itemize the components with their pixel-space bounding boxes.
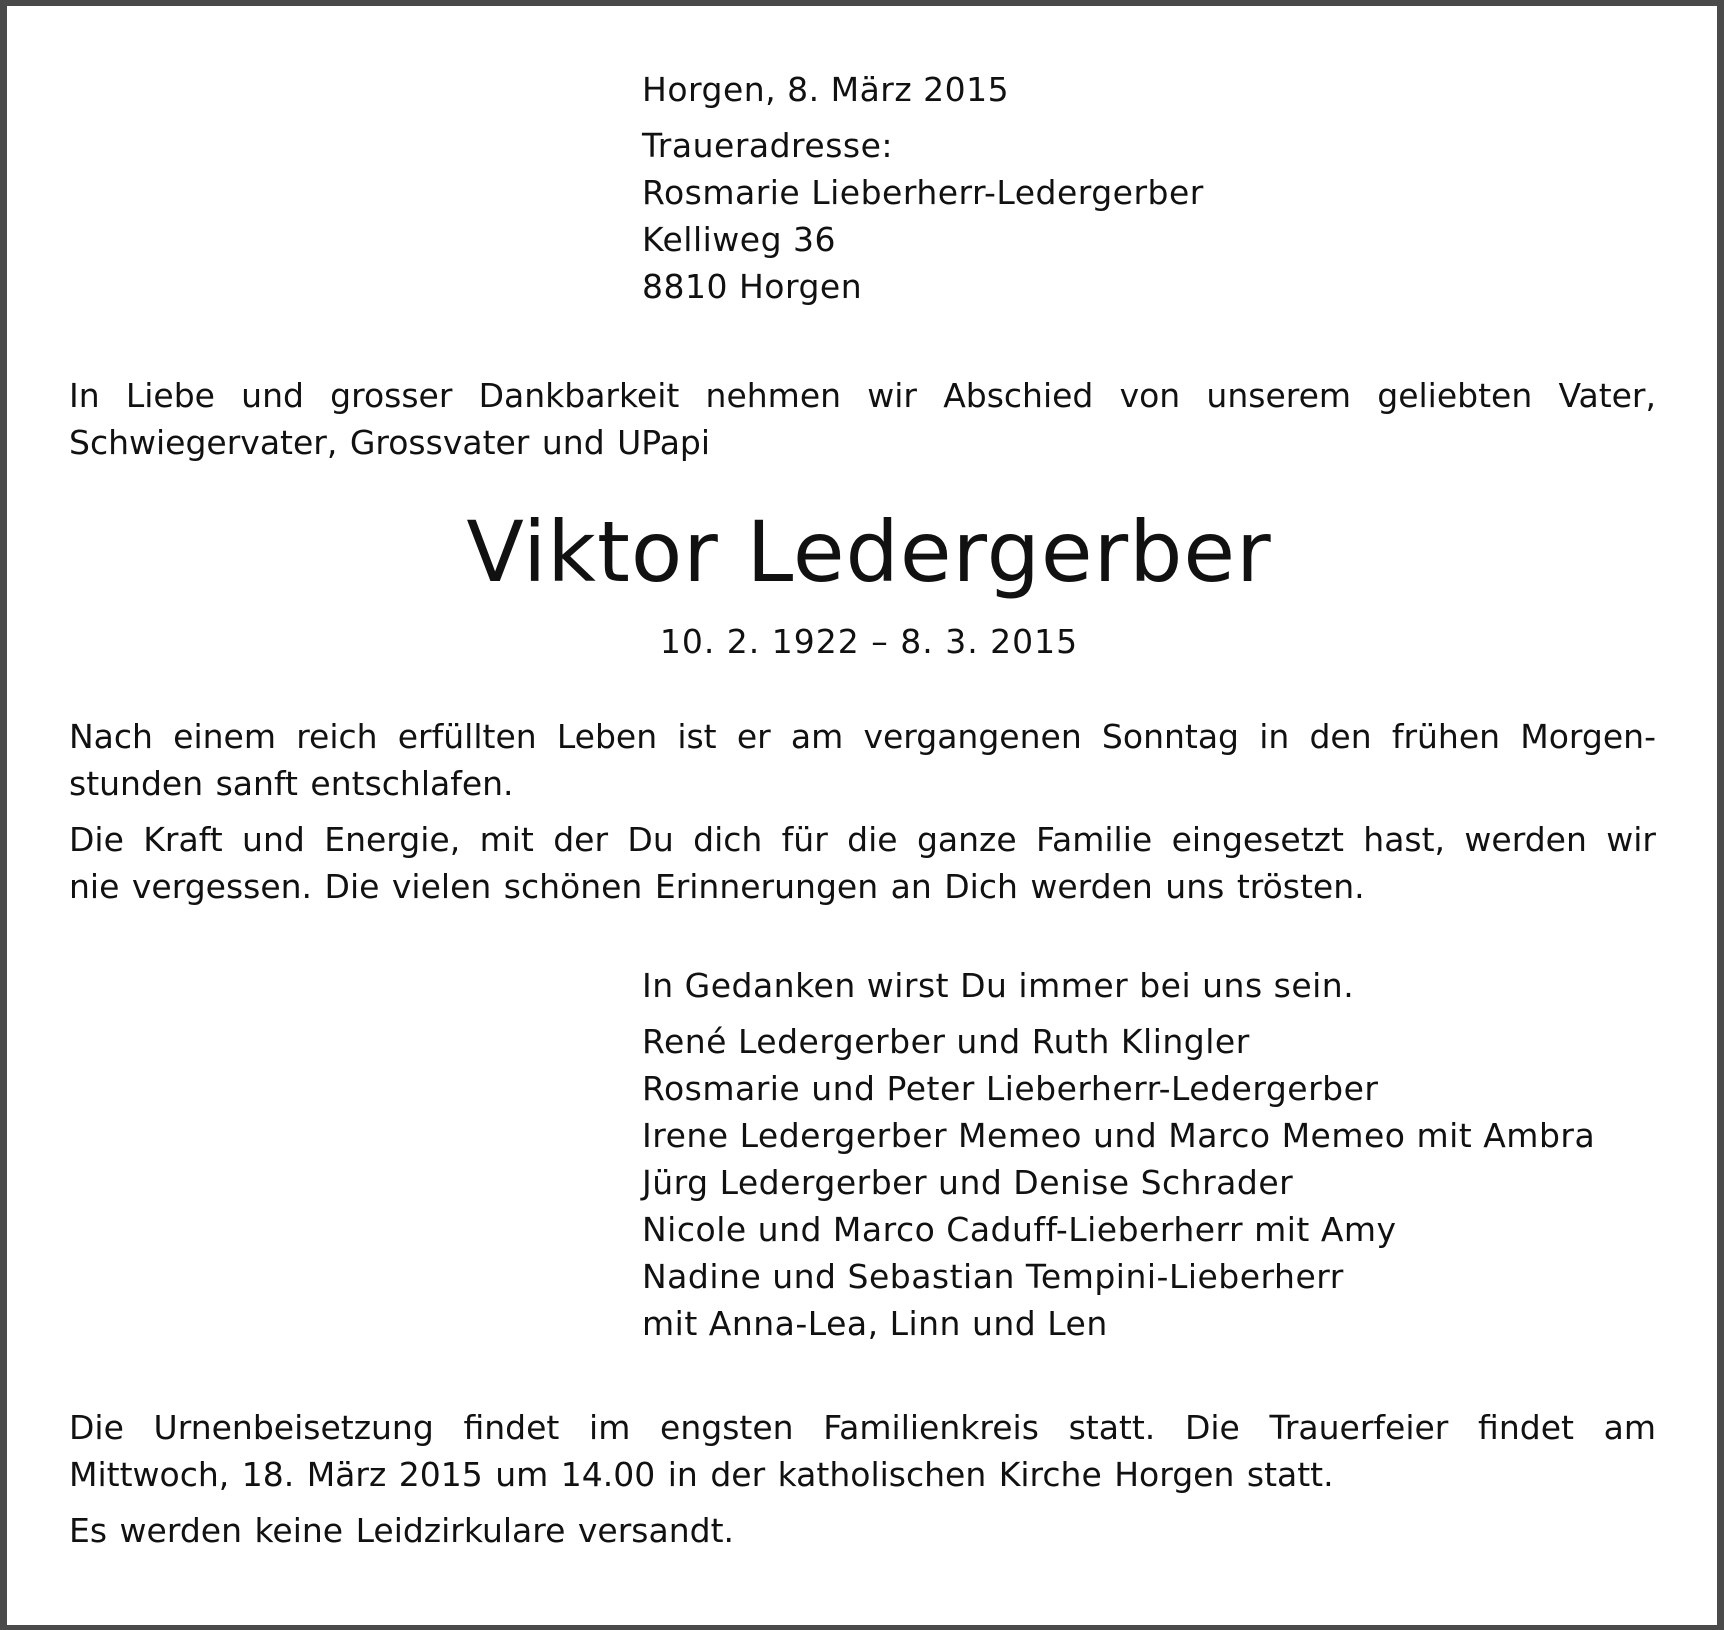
- motto: In Gedanken wirst Du immer bei uns sein.: [642, 966, 1355, 1005]
- life-dates: 10. 2. 1922 – 8. 3. 2015: [659, 622, 1079, 661]
- footer-paragraph-1: [69, 1404, 1656, 1498]
- body-p1-line-2: stunden sanft entschlafen.: [69, 764, 514, 803]
- mourner-line: Nadine und Sebastian Tempini-Lieberherr: [642, 1257, 1344, 1296]
- body-paragraph-2: [69, 816, 1656, 910]
- header-block: [642, 66, 1204, 310]
- address-name: Rosmarie Lieberherr-Ledergerber: [642, 173, 1204, 212]
- footer-p1-line-1: Die Urnenbeisetzung findet im engsten Familienkreis statt. Die Trauerfeier findet am: [69, 1408, 1656, 1447]
- body-p1-line-1: Nach einem reich erfüllten Leben ist er am vergangenen Sonntag in den frühen Morgen-: [69, 717, 1656, 756]
- footer-p1-line-2: Mittwoch, 18. März 2015 um 14.00 in der katholischen Kirche Horgen statt.: [69, 1455, 1334, 1494]
- intro-line-2: Schwiegervater, Grossvater und UPapi: [69, 423, 711, 462]
- mourner-line: Irene Ledergerber Memeo und Marco Memeo mit Ambra: [642, 1116, 1596, 1155]
- intro-paragraph: [69, 372, 1656, 466]
- mourners-block: [642, 962, 1595, 1347]
- mourner-line: Nicole und Marco Caduff-Lieberherr mit Amy: [642, 1210, 1397, 1249]
- body-p2-line-2: nie vergessen. Die vielen schönen Erinnerungen an Dich werden uns trösten.: [69, 867, 1365, 906]
- body-p2-line-1: Die Kraft und Energie, mit der Du dich für die ganze Familie eingesetzt hast, werden wir: [69, 820, 1656, 859]
- footer-paragraph-2: [69, 1507, 734, 1554]
- address-street: Kelliweg 36: [642, 220, 837, 259]
- mourner-line: Rosmarie und Peter Lieberherr-Ledergerber: [642, 1069, 1379, 1108]
- address-city: 8810 Horgen: [642, 267, 863, 306]
- address-label: Traueradresse:: [642, 126, 894, 165]
- mourner-line: Jürg Ledergerber und Denise Schrader: [642, 1163, 1294, 1202]
- intro-line-1: In Liebe und grosser Dankbarkeit nehmen wir Abschied von unserem geliebten Vater,: [69, 376, 1656, 415]
- mourner-list: [642, 1018, 1595, 1347]
- body-paragraph-1: [69, 713, 1656, 807]
- mourner-line: René Ledergerber und Ruth Klingler: [642, 1022, 1250, 1061]
- deceased-name: Viktor Ledergerber: [466, 503, 1272, 601]
- mourner-line: mit Anna-Lea, Linn und Len: [642, 1304, 1108, 1343]
- place-date: Horgen, 8. März 2015: [642, 70, 1010, 109]
- footer-note: Es werden keine Leidzirkulare versandt.: [69, 1511, 735, 1550]
